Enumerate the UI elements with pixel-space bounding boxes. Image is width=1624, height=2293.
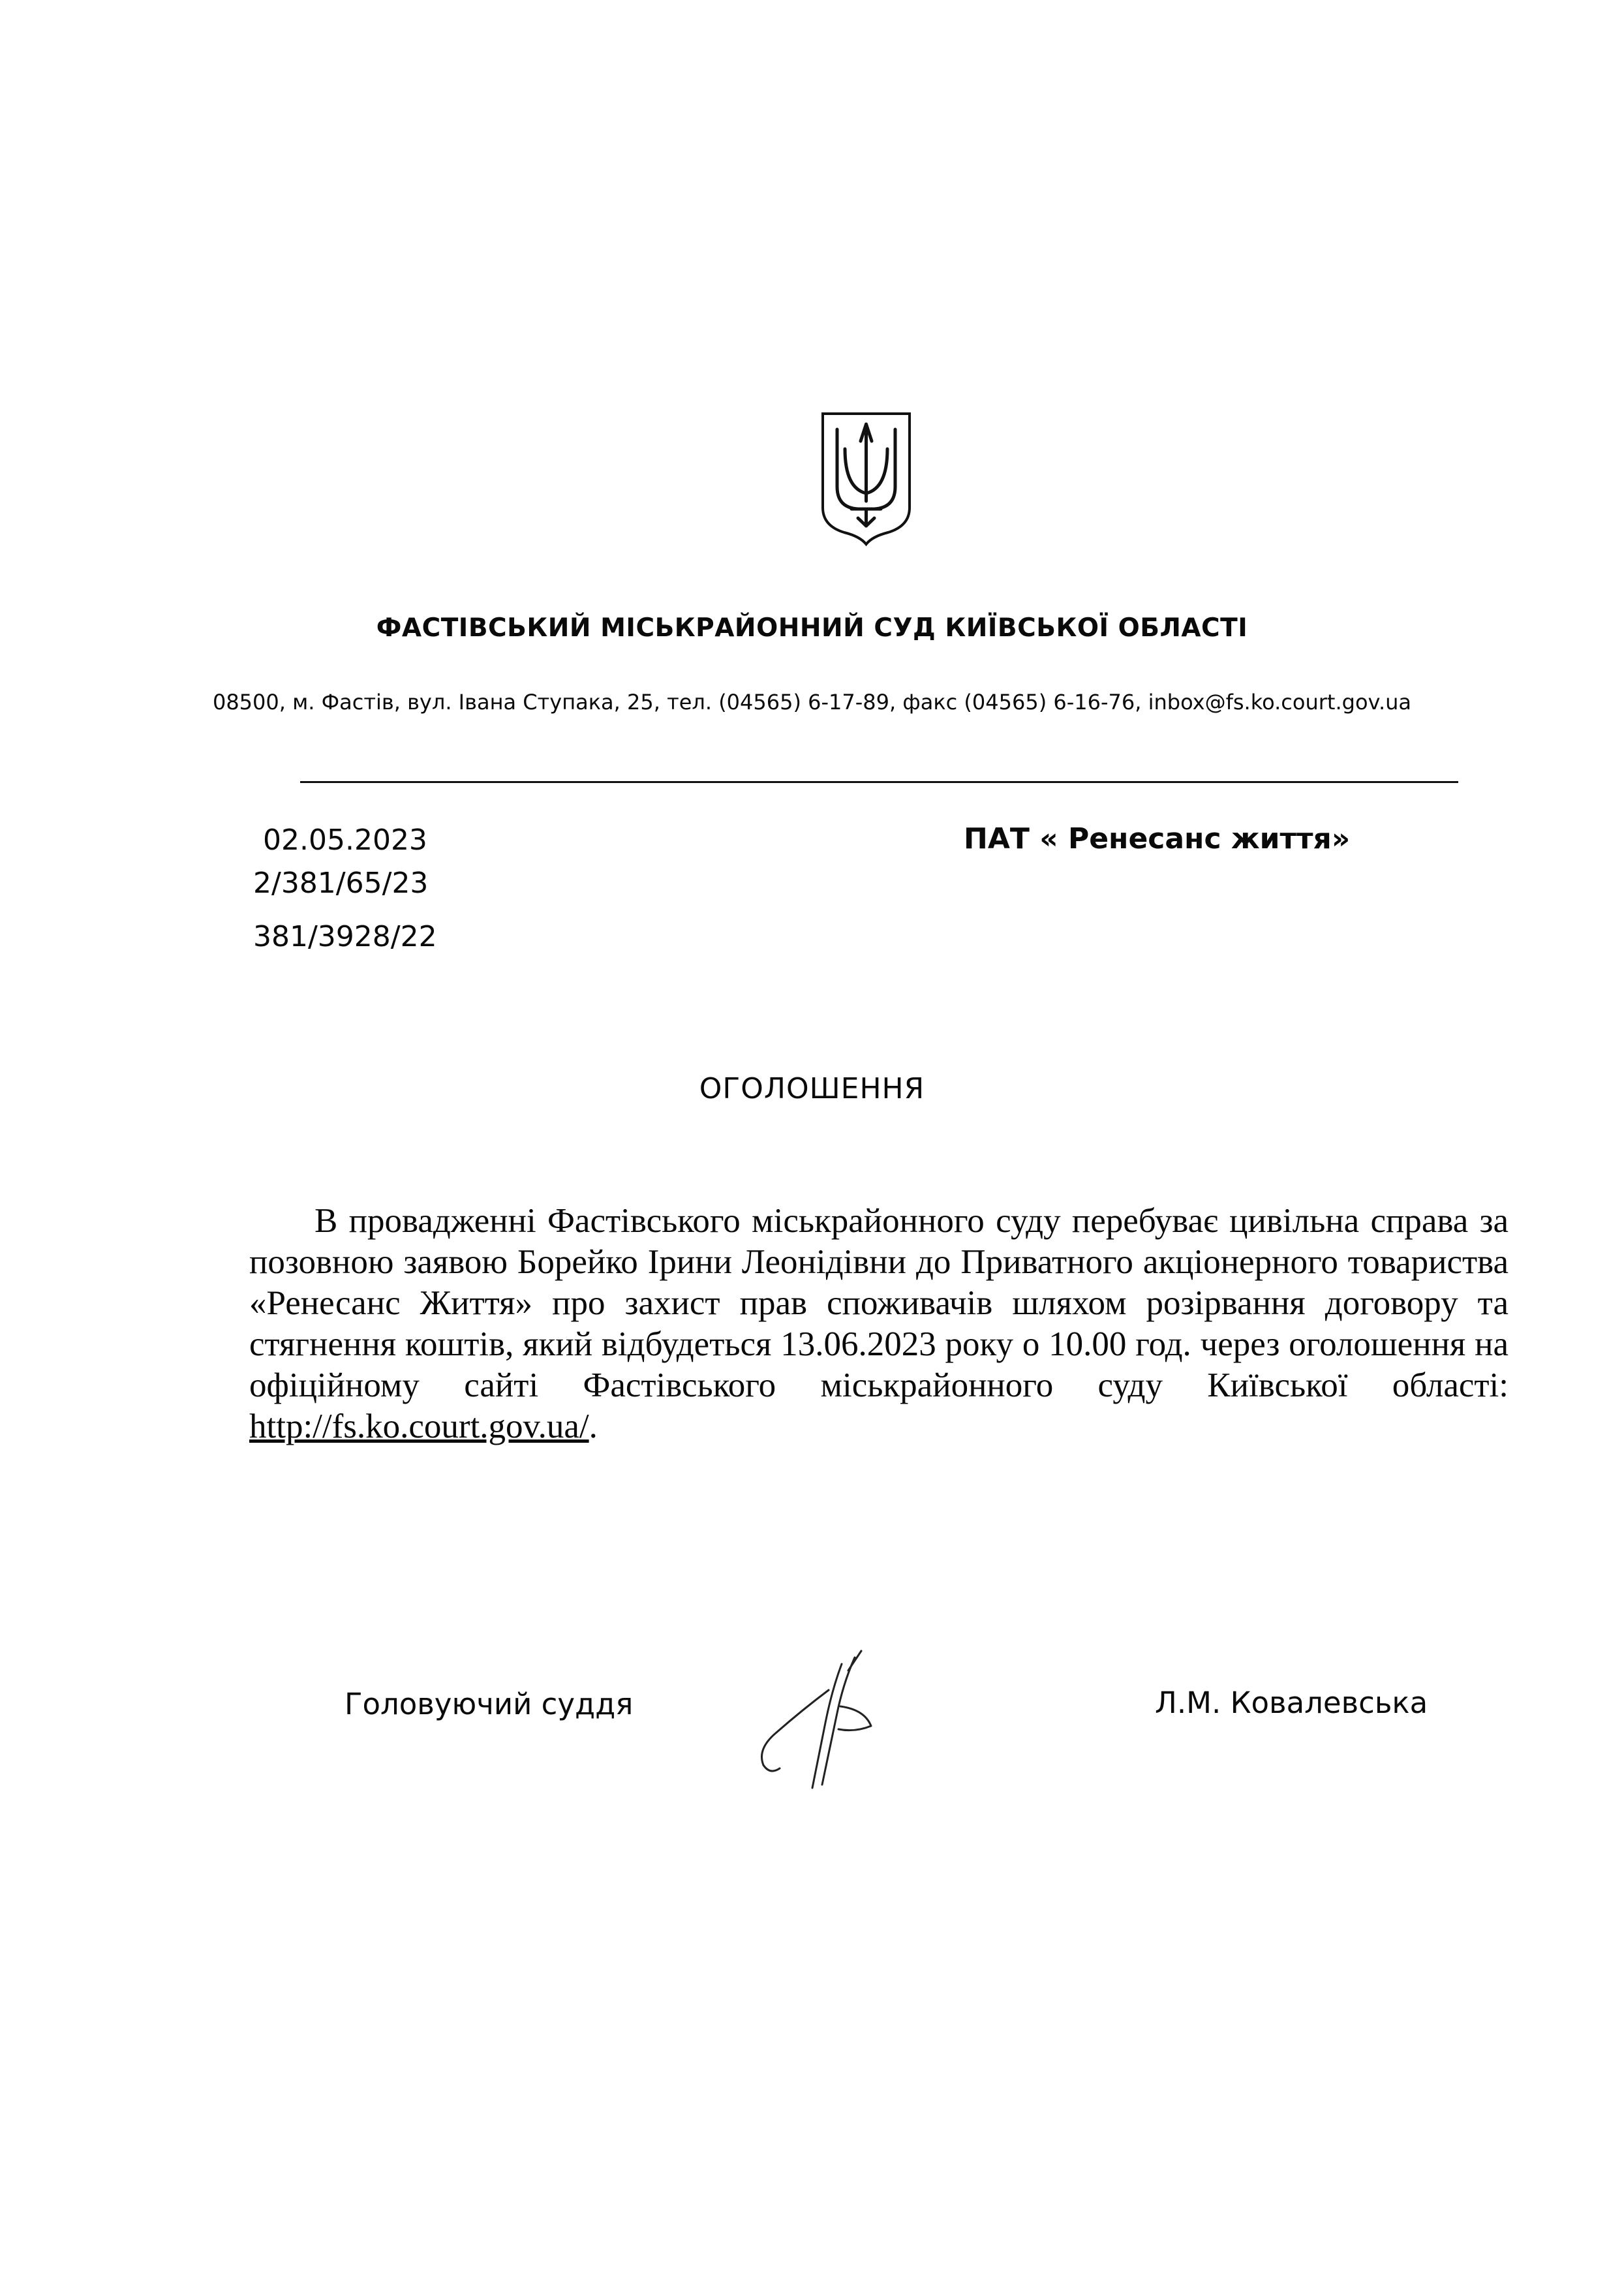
header-divider: [300, 781, 1458, 783]
document-title: ОГОЛОШЕННЯ: [699, 1072, 925, 1105]
court-website-link[interactable]: http://fs.ko.court.gov.ua/: [249, 1408, 589, 1445]
outgoing-number: 2/381/65/23: [253, 867, 429, 900]
body-text: В провадженні Фастівського міськрайонного суду перебуває цивільна справа за позовною заявою Борейко Ірини Леонідівни до Приватного акціонерного товариства «Ренесанс Життя» про захист прав споживачів шляхом розірвання договору та стягнення коштів, який відбудеться 13.06.2023 року о 10.00 год. через оголошення на офіційному сайті Фастівського міськрайонного суду Київської області:: [249, 1202, 1509, 1404]
signatory-position: Головуючий суддя: [345, 1687, 634, 1721]
body-text-end: .: [589, 1408, 598, 1445]
handwritten-signature: [750, 1644, 907, 1794]
coat-of-arms-icon: [819, 410, 913, 547]
announcement-body: [249, 1201, 1509, 1447]
recipient: ПАТ « Ренесанс життя»: [964, 822, 1351, 855]
court-name: ФАСТІВСЬКИЙ МІСЬКРАЙОННИЙ СУД КИЇВСЬКОЇ ОБЛАСТІ: [376, 613, 1248, 643]
court-address: 08500, м. Фастів, вул. Івана Ступака, 25, тел. (04565) 6-17-89, факс (04565) 6-16-76, inbox@fs.ko.court.gov.ua: [212, 690, 1412, 715]
case-number: 381/3928/22: [253, 920, 437, 953]
document-date: 02.05.2023: [263, 823, 427, 857]
signatory-name: Л.М. Ковалевська: [1155, 1685, 1428, 1720]
